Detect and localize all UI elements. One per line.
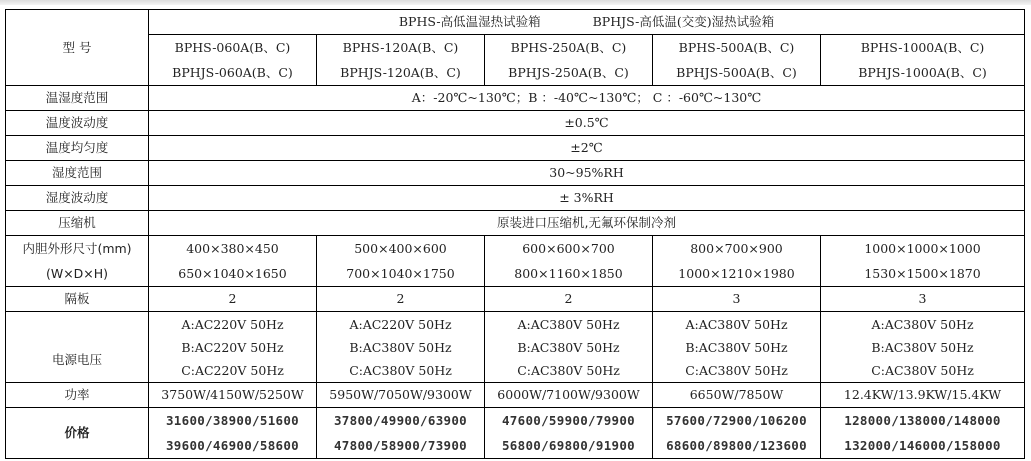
power-cell: 6000W/7100W/9300W [485,383,653,408]
row-label: 电源电压 [6,312,149,383]
model-cell-250: BPHS-250A(B、C) BPHJS-250A(B、C) [485,35,653,86]
temp-humidity-range-row [6,86,1025,111]
price-cell: 31600/38900/51600 39600/46900/58600 [149,408,317,459]
spec-table [5,9,1025,459]
row-label: 湿度范围 [6,161,149,186]
power-row [6,383,1025,408]
power-supply-cell: A:AC220V 50Hz B:AC220V 50Hz C:AC220V 50Hz [149,312,317,383]
power-supply-row [6,312,1025,383]
shelves-cell: 3 [653,287,821,312]
power-cell: 5950W/7050W/9300W [317,383,485,408]
power-supply-cell: A:AC380V 50Hz B:AC380V 50Hz C:AC380V 50Hz [485,312,653,383]
dimensions-row [6,236,1025,287]
shelves-cell: 2 [485,287,653,312]
model-cell-060: BPHS-060A(B、C) BPHJS-060A(B、C) [149,35,317,86]
model-row [6,35,1025,86]
compressor-row [6,211,1025,236]
row-label: 温度均匀度 [6,136,149,161]
top-edge-bar [0,0,1031,5]
power-supply-cell: A:AC380V 50Hz B:AC380V 50Hz C:AC380V 50Hz [821,312,1025,383]
temp-fluctuation-row [6,111,1025,136]
humidity-fluctuation-row [6,186,1025,211]
power-supply-cell: A:AC380V 50Hz B:AC380V 50Hz C:AC380V 50Hz [653,312,821,383]
series-title-bphjs: BPHJS-高低温(交变)湿热试验箱 [592,14,775,29]
price-cell: 47600/59900/79900 56800/69800/91900 [485,408,653,459]
row-label: 温度波动度 [6,111,149,136]
row-label: 湿度波动度 [6,186,149,211]
humidity-range-row [6,161,1025,186]
temp-uniformity-row [6,136,1025,161]
power-cell: 12.4KW/13.9KW/15.4KW [821,383,1025,408]
power-cell: 3750W/4150W/5250W [149,383,317,408]
power-supply-cell: A:AC220V 50Hz B:AC380V 50Hz C:AC380V 50Hz [317,312,485,383]
dimensions-cell: 500×400×600 700×1040×1750 [317,236,485,287]
row-label: 压缩机 [6,211,149,236]
row-value: ± 3%RH [149,186,1025,211]
power-cell: 6650W/7850W [653,383,821,408]
row-label: 内胆外形尺寸(mm) (W×D×H) [6,236,149,287]
dimensions-cell: 400×380×450 650×1040×1650 [149,236,317,287]
series-title-row [6,10,1025,35]
dimensions-cell: 800×700×900 1000×1210×1980 [653,236,821,287]
row-label: 价格 [6,408,149,459]
shelves-cell: 2 [317,287,485,312]
price-cell: 37800/49900/63900 47800/58900/73900 [317,408,485,459]
model-cell-500: BPHS-500A(B、C) BPHJS-500A(B、C) [653,35,821,86]
row-value: A：-20℃~130℃；B ：-40℃~130℃； C ：-60℃~130℃ [149,86,1025,111]
series-title [149,10,1025,35]
row-value: 30~95%RH [149,161,1025,186]
shelves-cell: 3 [821,287,1025,312]
price-cell: 128000/138000/148000 132000/146000/158000 [821,408,1025,459]
price-cell: 57600/72900/106200 68600/89800/123600 [653,408,821,459]
dimensions-cell: 1000×1000×1000 1530×1500×1870 [821,236,1025,287]
price-row [6,408,1025,459]
series-title-bphs: BPHS-高低温湿热试验箱 [398,14,541,29]
model-cell-1000: BPHS-1000A(B、C) BPHJS-1000A(B、C) [821,35,1025,86]
model-cell-120: BPHS-120A(B、C) BPHJS-120A(B、C) [317,35,485,86]
row-label: 功率 [6,383,149,408]
shelves-row [6,287,1025,312]
model-label: 型 号 [6,10,149,86]
row-value: 原装进口压缩机,无氟环保制冷剂 [149,211,1025,236]
row-label: 隔板 [6,287,149,312]
row-label: 温湿度范围 [6,86,149,111]
dimensions-cell: 600×600×700 800×1160×1850 [485,236,653,287]
shelves-cell: 2 [149,287,317,312]
row-value: ±0.5℃ [149,111,1025,136]
row-value: ±2℃ [149,136,1025,161]
